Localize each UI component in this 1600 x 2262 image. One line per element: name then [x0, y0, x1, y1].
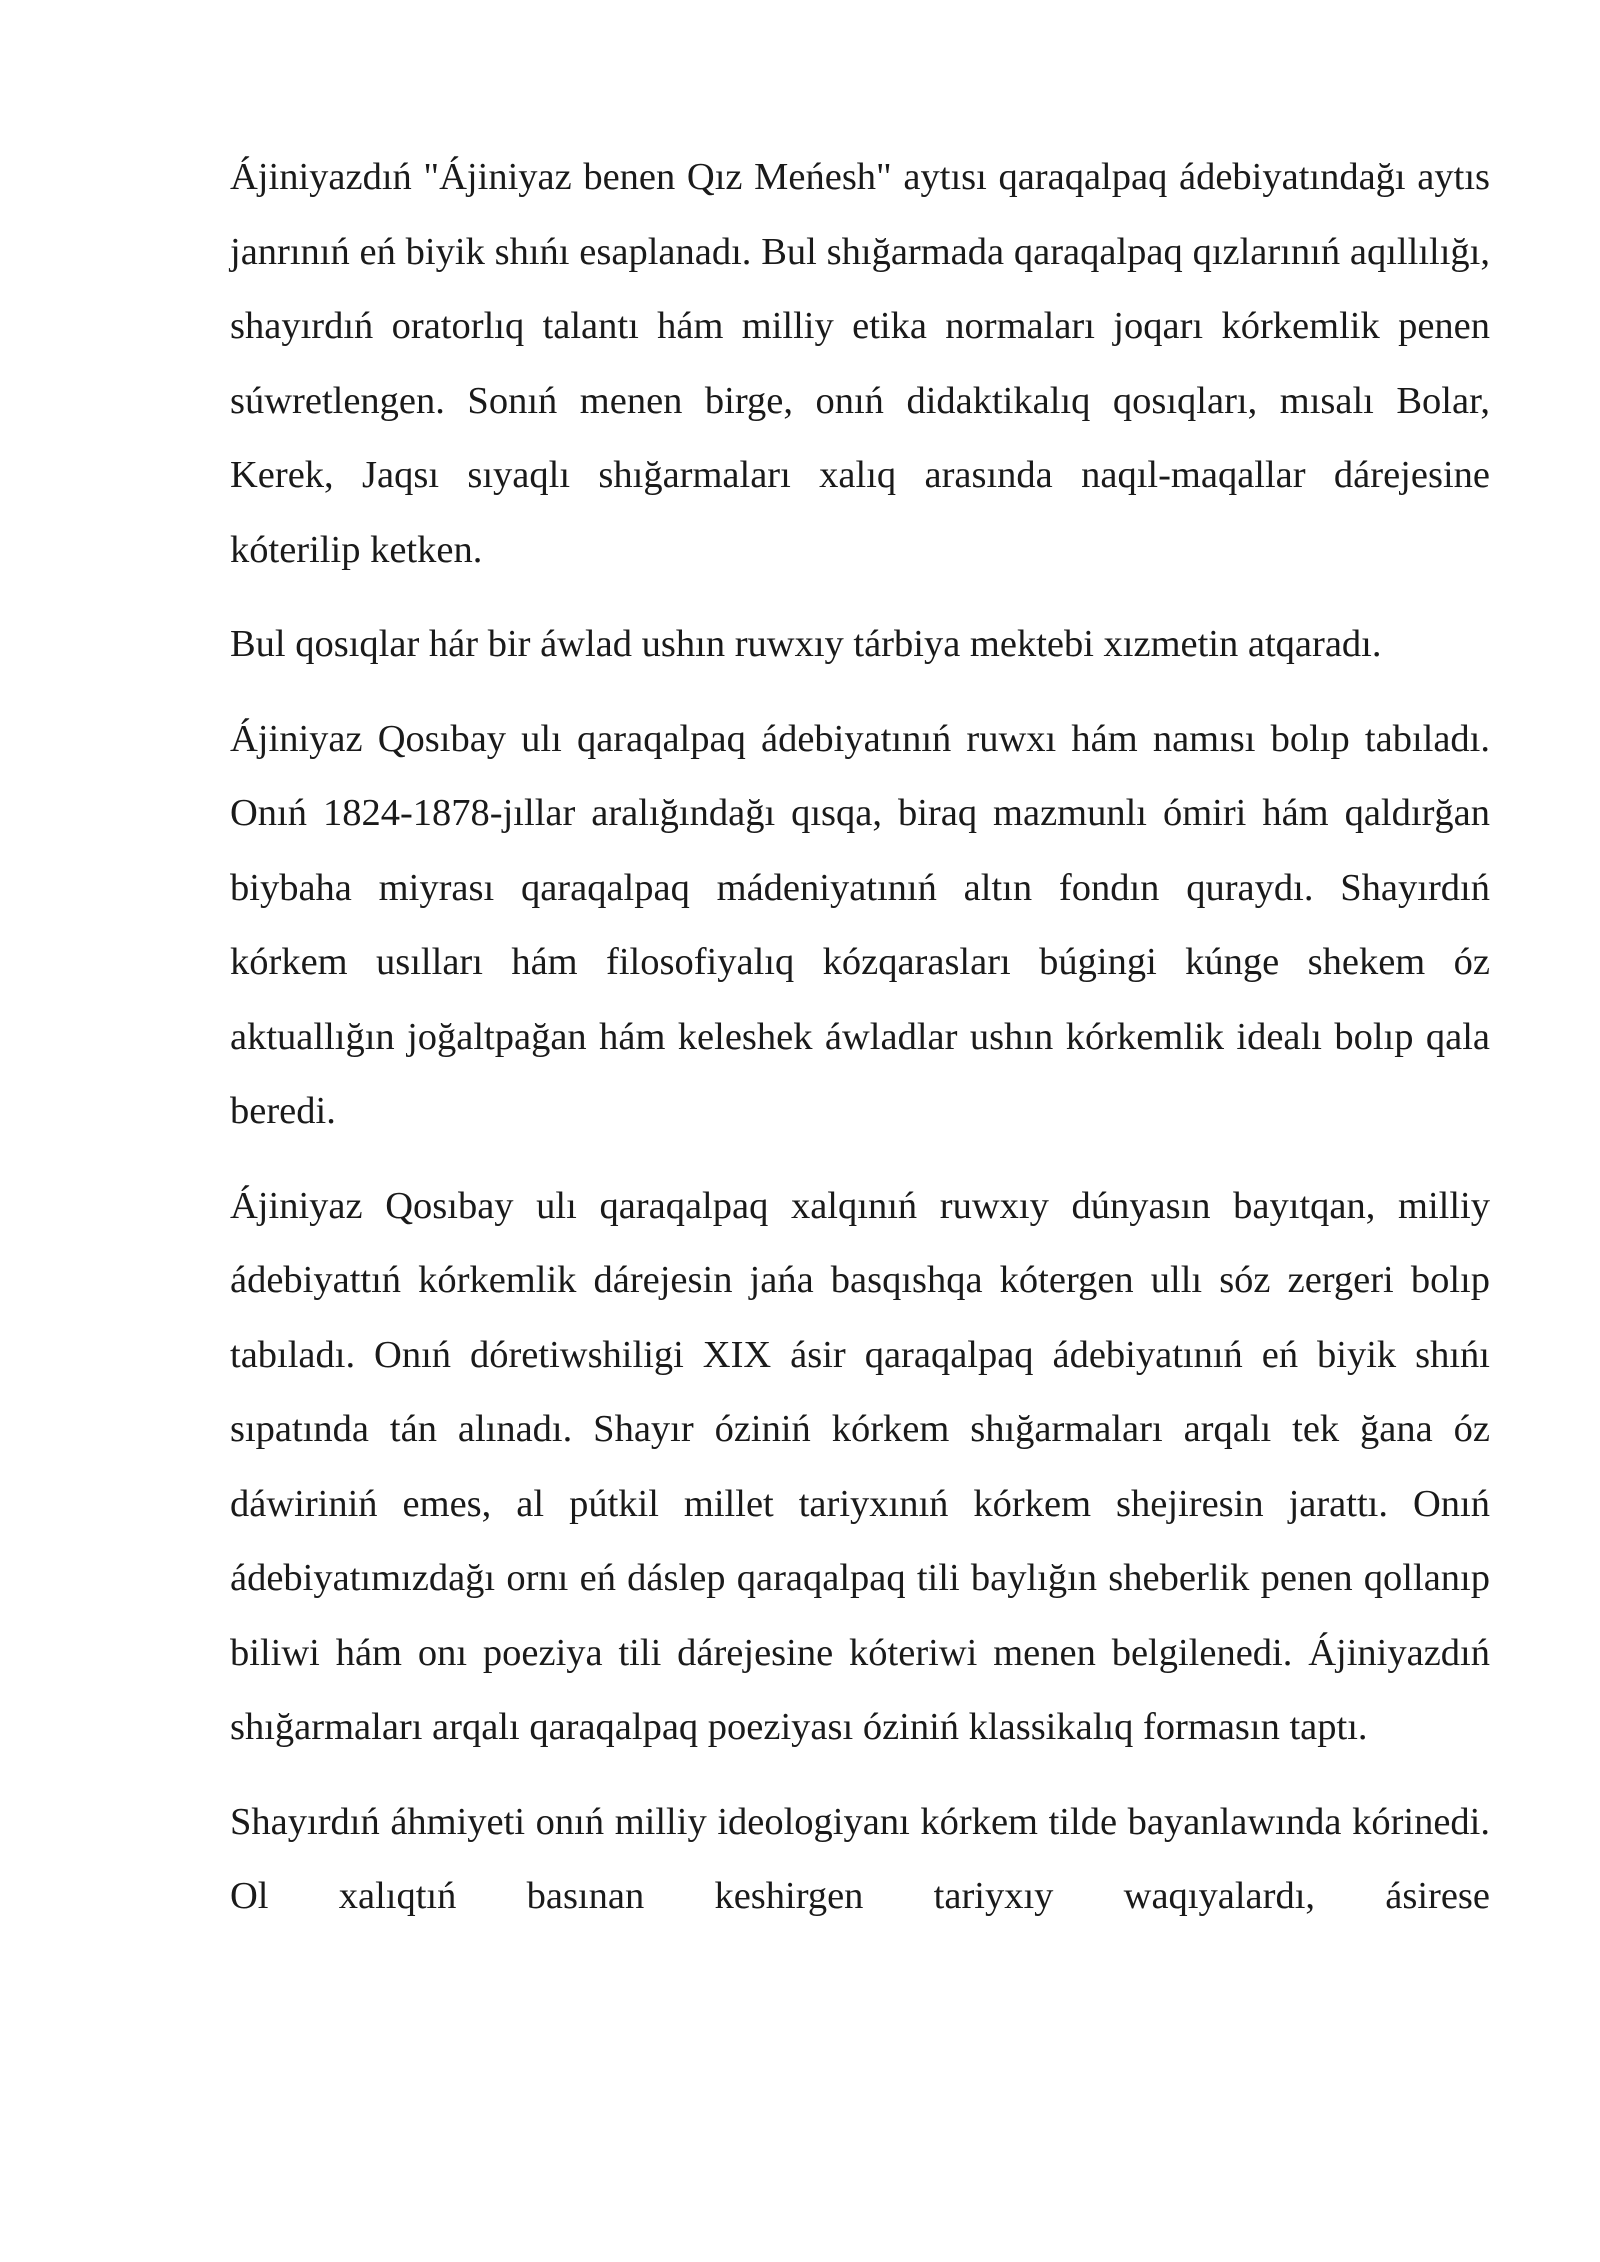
- paragraph-1: Ájiniyazdıń "Ájiniyaz benen Qız Meńesh" aytısı qaraqalpaq ádebiyatındağı aytıs janrınıń eń biyik shıńı esaplanadı. Bul shığarmada qaraqalpaq qızlarınıń aqıllılığı, shayırdıń oratorlıq talantı hám milliy etika normaları joqarı kórkemlik penen súwretlengen. Sonıń menen birge, onıń didaktikalıq qosıqları, mısalı Bolar, Kerek, Jaqsı sıyaqlı shığarmaları xalıq arasında naqıl-maqallar dárejesine kóterilip ketken.: [230, 156, 1490, 571]
- document-body: [230, 140, 1490, 1954]
- paragraph-2: Bul qosıqlar hár bir áwlad ushın ruwxıy tárbiya mektebi xızmetin atqaradı.: [230, 623, 1382, 665]
- paragraph-5: Shayırdıń áhmiyeti onıń milliy ideologiyanı kórkem tilde bayanlawında kórinedi. Ol xalıqtıń basınan keshirgen tariyxıy waqıyalardı, ásirese: [230, 1800, 1490, 1917]
- paragraph-3: Ájiniyaz Qosıbay ulı qaraqalpaq ádebiyatınıń ruwxı hám namısı bolıp tabıladı. Onıń 1824-1878-jıllar aralığındağı qısqa, biraq mazmunlı ómiri hám qaldırğan biybaha miyrası qaraqalpaq mádeniyatınıń altın fondın quraydı. Shayırdıń kórkem usılları hám filosofiyalıq kózqarasları búgingi kúnge shekem óz aktuallığın joğaltpağan hám keleshek áwladlar ushın kórkemlik idealı bolıp qala beredi.: [230, 717, 1490, 1132]
- paragraph-4: Ájiniyaz Qosıbay ulı qaraqalpaq xalqınıń ruwxıy dúnyasın bayıtqan, milliy ádebiyattıń kórkemlik dárejesin jańa basqıshqa kótergen ullı sóz zergeri bolıp tabıladı. Onıń dóretiwshiligi XIX ásir qaraqalpaq ádebiyatınıń eń biyik shıńı sıpatında tán alınadı. Shayır óziniń kórkem shığarmaları arqalı tek ğana óz dáwiriniń emes, al pútkil millet tariyxınıń kórkem shejiresin jarattı. Onıń ádebiyatımızdağı ornı eń dáslep qaraqalpaq tili baylığın sheberlik penen qollanıp biliwi hám onı poeziya tili dárejesine kóteriwi menen belgilenedi. Ájiniyazdıń shığarmaları arqalı qaraqalpaq poeziyası óziniń klassikalıq formasın taptı.: [230, 1184, 1490, 1748]
